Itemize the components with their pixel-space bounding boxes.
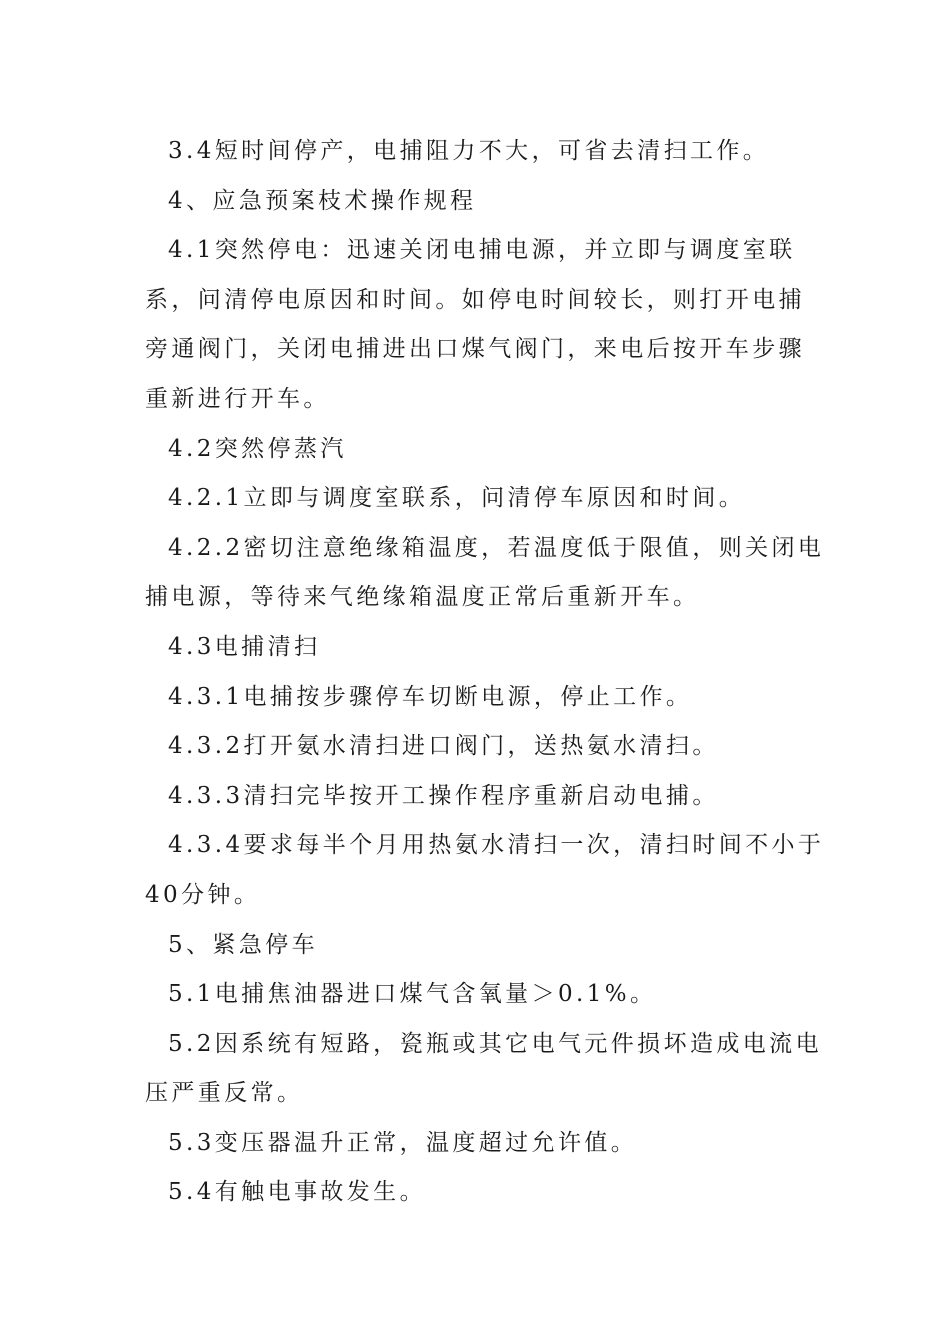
paragraph-5-1: 5.1电捕焦油器进口煤气含氧量＞0.1%。 [168, 981, 657, 1008]
paragraph-4-2-1: 4.2.1立即与调度室联系，问清停车原因和时间。 [168, 485, 746, 512]
heading-4-2: 4.2突然停蒸汽 [168, 435, 347, 462]
heading-section-4: 4、应急预案枝术操作规程 [168, 187, 477, 214]
paragraph-5-2: 5.2因系统有短路，瓷瓶或其它电气元件损坏造成电流电压严重反常。 [145, 1030, 822, 1107]
document-body [145, 127, 830, 1218]
paragraph-4-3-2: 4.3.2打开氨水清扫进口阀门，送热氨水清扫。 [168, 733, 719, 760]
paragraph-4-1: 4.1突然停电：迅速关闭电捕电源，并立即与调度室联系，问清停电原因和时间。如停电时间较长，则打开电捕旁通阀门，关闭电捕进出口煤气阀门，来电后按开车步骤重新进行开车。 [145, 237, 805, 412]
heading-4-3: 4.3电捕清扫 [168, 633, 321, 660]
paragraph-4-3-1: 4.3.1电捕按步骤停车切断电源，停止工作。 [168, 683, 693, 710]
paragraph-3-4: 3.4短时间停产，电捕阻力不大，可省去清扫工作。 [168, 138, 770, 164]
paragraph-5-3: 5.3变压器温升正常，温度超过允许值。 [168, 1129, 638, 1156]
paragraph-4-2-2: 4.2.2密切注意绝缘箱温度，若温度低于限值，则关闭电捕电源，等待来气绝缘箱温度正常后重新开车。 [145, 534, 825, 611]
paragraph-5-4: 5.4有触电事故发生。 [168, 1179, 426, 1206]
paragraph-4-3-3: 4.3.3清扫完毕按开工操作程序重新启动电捕。 [168, 782, 719, 809]
paragraph-4-3-4: 4.3.4要求每半个月用热氨水清扫一次，清扫时间不小于40分钟。 [145, 832, 825, 908]
heading-section-5: 5、紧急停车 [168, 931, 319, 958]
